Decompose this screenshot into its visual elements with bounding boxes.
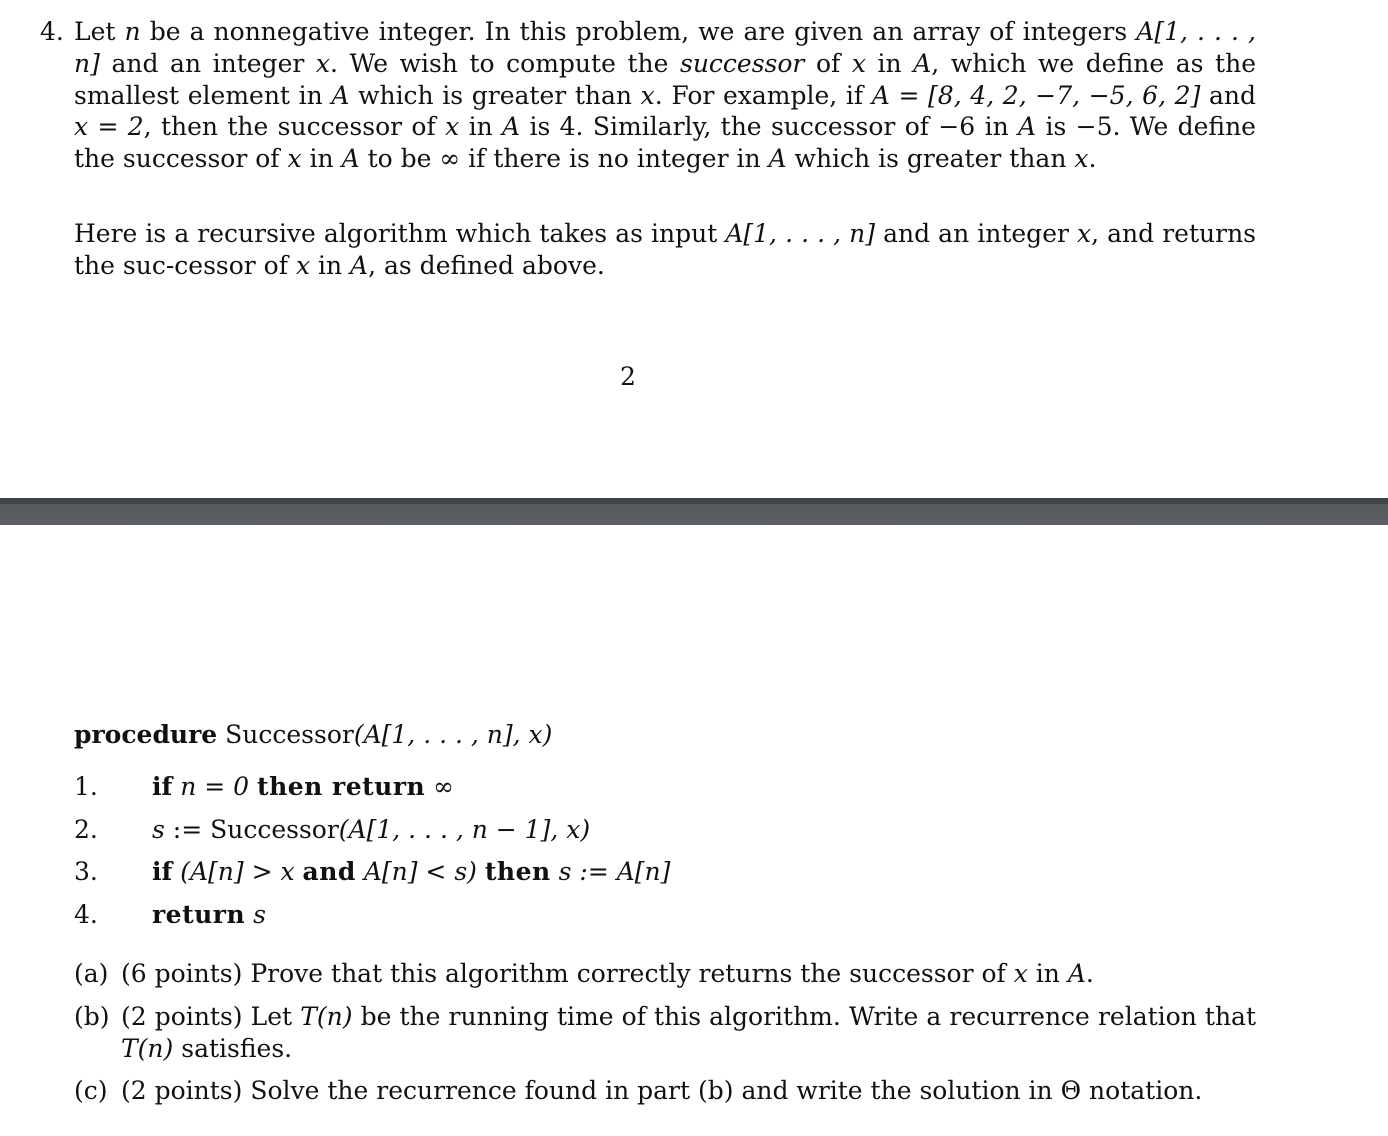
- step-number: 2.: [74, 814, 98, 844]
- procedure-signature: (A[1, . . . , n], x): [353, 720, 553, 749]
- step-number: 3.: [74, 857, 98, 886]
- part-label: (a): [74, 959, 109, 988]
- page-top: [0, 0, 1388, 498]
- question-part-c: (c) (2 points) Solve the recurrence found in part (b) and write the solution in Θ notation.: [74, 1076, 1203, 1106]
- procedure-name: Successor: [225, 720, 354, 749]
- question-parts: [74, 958, 1256, 1118]
- part-label: (c): [74, 1076, 108, 1106]
- page-break-divider: [0, 498, 1388, 525]
- procedure-header: [74, 720, 552, 749]
- problem-paragraph-1: Let n be a nonnegative integer. In this problem, we are given an array of integers A[1, . . . , n] and an integer x. We wish to compute the successor of x in A, which we define as the smallest element in A which is greater than x. For example, if A = [8, 4, 2, −7, −5, 6, 2] and x = 2, then the successor of x in A is 4. Similarly, the successor of −6 in A is −5. We define the successor of x in A to be ∞ if there is no integer in A which is greater than x.: [74, 17, 1256, 174]
- procedure-keyword: procedure: [74, 720, 218, 749]
- problem-paragraph-2: Here is a recursive algorithm which takes as input A[1, . . . , n] and an integer x, and returns the suc-cessor of x in A, as defined above.: [74, 219, 1257, 280]
- step-number: 1.: [74, 772, 98, 801]
- problem-statement: [40, 16, 1256, 175]
- part-label: (b): [74, 1001, 110, 1031]
- step-number: 4.: [74, 899, 98, 929]
- page-number: 2: [620, 362, 636, 391]
- question-part-a: (a) (6 points) Prove that this algorithm correctly returns the successor of x in A.: [74, 959, 1094, 988]
- question-part-b: (b) (2 points) Let T(n) be the running time of this algorithm. Write a recurrence relation that T(n) satisfies.: [74, 1001, 1256, 1063]
- problem-number: 4.: [40, 17, 64, 46]
